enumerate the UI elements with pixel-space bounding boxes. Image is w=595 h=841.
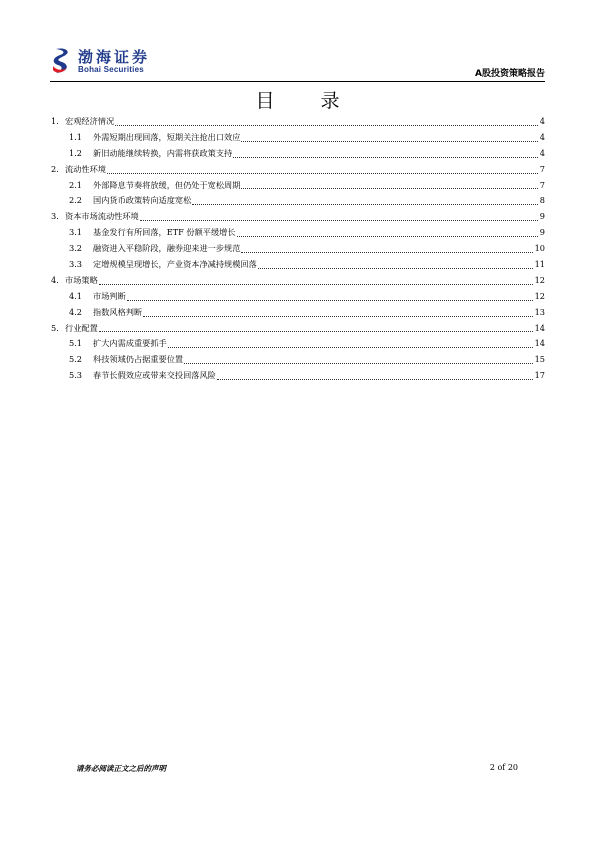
toc-entry-label: 市场策略 (65, 274, 98, 285)
toc-entry-number: 1.1 (69, 131, 83, 142)
toc-entry-page: 4 (539, 114, 545, 130)
toc-entry-page: 12 (534, 273, 545, 289)
toc-entry-number: 5.2 (69, 354, 83, 365)
toc-entry-label: 定增规模呈现增长，产业资本净减持规模回落 (93, 259, 257, 270)
header-divider (50, 81, 545, 82)
toc-entry-label: 宏观经济情况 (65, 116, 115, 126)
toc-entry-number: 2. (51, 163, 59, 174)
toc-entry[interactable] (51, 352, 545, 368)
toc-entry-label: 新旧动能继续转换，内需将获政策支持 (93, 147, 233, 158)
toc-entry-number: 3.2 (69, 243, 83, 254)
toc-dot-leader (233, 157, 538, 158)
toc-entry-number: 3.1 (69, 227, 83, 238)
toc-entry[interactable] (51, 368, 545, 384)
footer-page-number: 2 of 20 (489, 763, 518, 772)
toc-entry[interactable] (51, 257, 545, 273)
toc-entry-number: 4.1 (69, 290, 83, 301)
toc-dot-leader (115, 125, 538, 126)
toc-entry[interactable] (51, 209, 545, 225)
logo-chinese-name: 渤海证券 (78, 48, 151, 66)
toc-entry-page: 14 (534, 336, 545, 352)
toc-dot-leader (241, 188, 538, 189)
toc-dot-leader (217, 379, 533, 380)
toc-entry-label: 指数风格判断 (93, 306, 143, 317)
table-of-contents (51, 114, 545, 384)
toc-entry-number: 4.2 (69, 306, 83, 317)
toc-entry-label: 资本市场流动性环境 (65, 211, 139, 222)
toc-entry-label: 扩大内需成重要抓手 (93, 338, 167, 349)
toc-entry-number: 5. (51, 322, 59, 333)
toc-entry-number: 2.2 (69, 195, 83, 206)
toc-entry-number: 1. (51, 116, 59, 126)
toc-entry-page: 12 (534, 289, 545, 305)
toc-entry-label: 市场判断 (93, 290, 126, 301)
bohai-logo-icon (50, 46, 76, 76)
footer-disclaimer: 请务必阅读正文之后的声明 (76, 764, 166, 773)
toc-entry-label: 外部降息节奏将放缓，但仍处于宽松周期 (93, 179, 241, 190)
bohai-securities-logo (50, 44, 190, 78)
toc-entry-page: 13 (534, 305, 545, 321)
toc-entry-label: 基金发行有所回落，ETF 份额平缓增长 (93, 227, 236, 238)
toc-entry-label: 融资进入平稳阶段，融券迎来进一步规范 (93, 243, 241, 254)
toc-dot-leader (192, 204, 538, 205)
toc-dot-leader (184, 363, 533, 364)
report-title: A股投资策略报告 (475, 69, 545, 79)
toc-dot-leader (99, 284, 533, 285)
toc-entry-page: 7 (539, 178, 545, 194)
toc-entry[interactable] (51, 193, 545, 209)
toc-entry-number: 3.3 (69, 259, 83, 270)
toc-dot-leader (258, 268, 533, 269)
toc-entry[interactable] (51, 225, 545, 241)
toc-entry[interactable] (51, 321, 545, 337)
toc-entry[interactable] (51, 273, 545, 289)
toc-dot-leader (107, 173, 538, 174)
toc-entry-label: 外需短期出现回落，短期关注抢出口效应 (93, 131, 241, 142)
toc-entry-page: 10 (534, 241, 545, 257)
logo-english-name: Bohai Securities (78, 65, 144, 74)
toc-entry[interactable] (51, 114, 545, 130)
toc-entry-page: 9 (539, 225, 545, 241)
toc-dot-leader (99, 331, 533, 332)
toc-heading: 目 录 (255, 90, 360, 112)
toc-entry-page: 7 (539, 162, 545, 178)
toc-entry-page: 17 (534, 368, 545, 384)
toc-dot-leader (127, 300, 533, 301)
toc-entry-label: 春节长假效应或带来交投回落风险 (93, 370, 216, 381)
toc-entry[interactable] (51, 336, 545, 352)
toc-entry-page: 11 (534, 257, 545, 273)
toc-entry[interactable] (51, 241, 545, 257)
toc-entry[interactable] (51, 162, 545, 178)
toc-entry-page: 8 (539, 193, 545, 209)
toc-entry-number: 2.1 (69, 179, 83, 190)
toc-entry-number: 3. (51, 211, 59, 222)
toc-entry[interactable] (51, 305, 545, 321)
toc-entry-number: 5.1 (69, 338, 83, 349)
toc-entry-page: 4 (539, 130, 545, 146)
toc-dot-leader (241, 141, 538, 142)
toc-entry-label: 科技领域仍占据重要位置 (93, 354, 184, 365)
page-header (50, 44, 545, 84)
toc-entry-page: 9 (539, 209, 545, 225)
toc-entry-page: 15 (534, 352, 545, 368)
toc-entry[interactable] (51, 130, 545, 146)
toc-dot-leader (140, 220, 538, 221)
toc-dot-leader (168, 347, 533, 348)
toc-entry-number: 1.2 (69, 147, 83, 158)
toc-entry-label: 流动性环境 (65, 163, 106, 174)
toc-entry-page: 4 (539, 146, 545, 162)
toc-entry-page: 14 (534, 321, 545, 337)
toc-entry-label: 国内货币政策转向适度宽松 (93, 195, 192, 206)
toc-entry[interactable] (51, 178, 545, 194)
toc-entry-label: 行业配置 (65, 322, 98, 333)
toc-dot-leader (237, 236, 538, 237)
toc-entry[interactable] (51, 289, 545, 305)
toc-dot-leader (241, 252, 533, 253)
toc-entry[interactable] (51, 146, 545, 162)
toc-entry-number: 4. (51, 274, 59, 285)
toc-dot-leader (143, 316, 533, 317)
toc-entry-number: 5.3 (69, 370, 83, 381)
